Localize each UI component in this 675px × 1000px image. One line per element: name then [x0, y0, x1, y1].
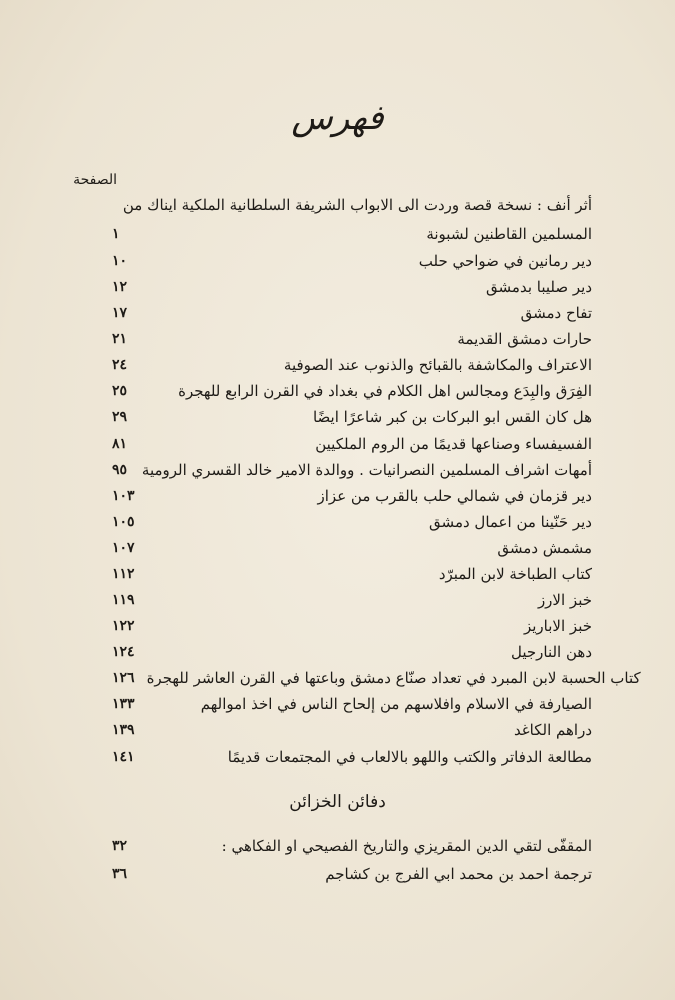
- section-heading: دفائن الخزائن: [289, 792, 386, 812]
- toc-entry-page: ١٠٧: [112, 540, 135, 556]
- toc-entry: [112, 613, 592, 639]
- toc-entry-page: ١٠٥: [112, 514, 135, 530]
- toc-entry-page: ١٠: [112, 253, 128, 269]
- toc-entry-text: خبز الارز: [537, 591, 592, 609]
- toc-entry: [112, 535, 592, 561]
- toc-entry-text: الصيارفة في الاسلام وافلاسهم من إلحاح الناس في اخذ اموالهم: [200, 695, 592, 713]
- toc-entry-page: ١١٢: [112, 566, 135, 582]
- toc-entry-page: ١٣٩: [112, 722, 135, 738]
- toc-entry: [112, 561, 592, 587]
- toc-entry: [112, 483, 592, 509]
- toc-entry-text: المقفّى لتقي الدين المقريزي والتاريخ الفصيحي او الفكاهي :: [221, 837, 592, 855]
- page-column-header: الصفحة: [73, 172, 117, 188]
- toc-entry-page: ١٢٢: [112, 618, 135, 634]
- toc-entry-page: ١٤١: [112, 749, 135, 765]
- toc-entry-text: خبز الاباريز: [523, 617, 592, 635]
- toc-entry: [112, 457, 592, 483]
- toc-entry-text: الاعتراف والمكاشفة بالقبائح والذنوب عند الصوفية: [283, 356, 592, 374]
- toc-entry-page: ١٠٣: [112, 488, 135, 504]
- toc-entry-text: ترجمة احمد بن محمد ابي الفرج بن كشاجم: [325, 865, 592, 883]
- toc-entry-page: ١: [112, 226, 120, 242]
- toc-entry-text: دهن النارجيل: [510, 643, 592, 661]
- toc-entry-page: ١٧: [112, 305, 128, 321]
- toc-entry-page: ١٣٣: [112, 696, 135, 712]
- toc-entry: [112, 691, 592, 717]
- toc-entry-text: أمهات اشراف المسلمين النصرانيات . ووالدة الامير خالد القسري الرومية: [141, 461, 592, 479]
- toc-entry-page: ١٢٤: [112, 644, 135, 660]
- toc-entry-text: هل كان القس ابو البركات بن كبر شاعرًا ايضًا: [312, 408, 592, 426]
- toc-entry: [112, 274, 592, 300]
- toc-entry-page: ٣٢: [112, 838, 128, 854]
- toc-entry-text: الفسيفساء وصناعها قديمًا من الروم الملكيين: [315, 435, 592, 453]
- toc-entry-page: ٢٩: [112, 409, 128, 425]
- toc-entry-text: مشمش دمشق: [497, 539, 592, 557]
- toc-entry: [112, 861, 592, 887]
- toc-entry-page: ٨١: [112, 436, 128, 452]
- page-title: فهرس: [291, 98, 384, 138]
- toc-entry-text: مطالعة الدفاتر والكتب واللهو بالالعاب في المجتمعات قديمًا: [227, 748, 592, 766]
- toc-entry: [112, 587, 592, 613]
- toc-entry-page: ٣٦: [112, 866, 128, 882]
- toc-entry: [112, 744, 592, 770]
- toc-entry-text: دير قزمان في شمالي حلب بالقرب من عزاز: [317, 487, 592, 505]
- toc-entry-line: [112, 196, 592, 218]
- toc-entry: [112, 221, 592, 247]
- toc-entry-page: ٩٥: [112, 462, 128, 478]
- toc-entry-text: أثر أنف : نسخة قصة وردت الى الابواب الشريفة السلطانية الملكية ايناك من: [122, 196, 592, 214]
- toc-entry-page: ١١٩: [112, 592, 135, 608]
- toc-entry: [112, 404, 592, 430]
- toc-entry-page: ٢٤: [112, 357, 128, 373]
- toc-entry-page: ١٢٦: [112, 670, 135, 686]
- toc-entry-text: دير حَنّينا من اعمال دمشق: [429, 513, 592, 531]
- toc-entry-text: كتاب الطباخة لابن المبرّد: [438, 565, 592, 583]
- toc-entry: [112, 665, 641, 691]
- toc-entry-text: دراهم الكاغد: [513, 721, 592, 739]
- toc-entry: [112, 717, 592, 743]
- toc-entry-page: ١٢: [112, 279, 128, 295]
- toc-entry-text: المسلمين القاطنين لشبونة: [426, 225, 592, 243]
- toc-entry-text: دير رمانين في ضواحي حلب: [418, 252, 592, 270]
- toc-entry: [112, 300, 592, 326]
- toc-entry: [112, 248, 592, 274]
- toc-entry-text: كتاب الحسبة لابن المبرد في تعداد صنّاع دمشق وباعتها في القرن العاشر للهجرة: [146, 669, 641, 687]
- toc-entry-page: ٢٥: [112, 383, 128, 399]
- toc-entry: [112, 639, 592, 665]
- toc-entry: [112, 352, 592, 378]
- toc-entry: [112, 509, 592, 535]
- toc-entry-text: دير صليبا بدمشق: [486, 278, 592, 296]
- toc-entry: [112, 326, 592, 352]
- toc-entry-text: حارات دمشق القديمة: [457, 330, 592, 348]
- toc-entry: [112, 833, 592, 859]
- toc-entry: [112, 378, 592, 404]
- toc-entry: [112, 431, 592, 457]
- toc-entry-text: تفاح دمشق: [520, 304, 592, 322]
- toc-entry-page: ٢١: [112, 331, 128, 347]
- toc-entry-text: الفِرَق والبِدَع ومجالس اهل الكلام في بغداد في القرن الرابع للهجرة: [178, 382, 592, 400]
